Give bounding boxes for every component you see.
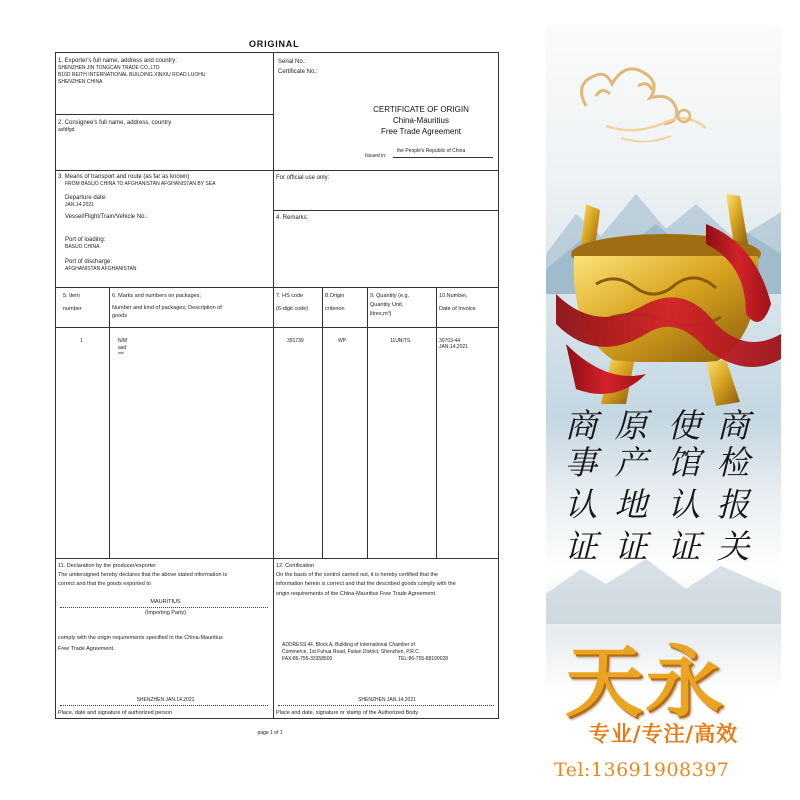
calligraphy-col-1-2: 事 — [564, 443, 598, 482]
col-item-header-1: 5. Item — [63, 293, 80, 299]
calligraphy-col-2-4: 证 — [614, 527, 648, 566]
promo-banner — [546, 24, 781, 784]
calligraphy-col-3-3: 认 — [667, 485, 701, 524]
col-marks-header-2: Number and kind of packages; Description of — [112, 305, 222, 311]
box2-label: 2. Consignee's full name, address, country — [58, 120, 172, 126]
box11-text-4: Free Trade Agreement. — [58, 646, 115, 652]
calligraphy-col-3-1: 使 — [667, 406, 701, 445]
box12-footer: Place and date, signature or stamp of the Authorized Body — [276, 710, 419, 716]
calligraphy-col-4-1: 商 — [716, 406, 750, 445]
golden-cauldron-image — [556, 184, 781, 424]
frame-left — [55, 52, 56, 719]
lower-mountains-image — [546, 544, 781, 624]
line-box11-top — [55, 558, 499, 559]
col-qty-header-2: Quantity Unit, — [370, 302, 404, 308]
box11-text-3: comply with the origin requirements specified in the China-Mauritius — [58, 635, 223, 641]
page-number: page 1 of 1 — [257, 730, 283, 736]
remarks-label: 4. Remarks: — [276, 215, 309, 221]
col-origin-header-1: 8.Origin — [325, 293, 345, 299]
line-box1-bottom — [55, 114, 273, 115]
issued-in-label: Issued in: — [365, 153, 387, 159]
frame-bottom — [55, 718, 499, 719]
line-columns-bottom — [55, 327, 499, 328]
certificate-title-2: China-Mauritius — [392, 116, 450, 125]
col-divider-4 — [367, 287, 368, 558]
calligraphy-col-4-4: 关 — [716, 527, 750, 566]
calligraphy-col-4-3: 报 — [716, 485, 750, 524]
box11-text-2: correct and that the goods exported to — [58, 581, 151, 587]
box12-tel: TEL:86-755-88100028 — [398, 656, 449, 662]
serial-no-label: Serial No.: — [278, 59, 307, 65]
exporter-line-2: B16D REITH INTERNATIONAL BUILDING XINXIU ROAD LUOHU — [58, 72, 206, 78]
line-box3-top — [55, 170, 499, 171]
box12-address-1: ADDRESS:4F, Block A, Building of International Chamber of — [282, 642, 415, 648]
box12-fax: FAX:86-755-33358500 — [282, 656, 333, 662]
col-invoice-header-2: Date of Invoice — [439, 306, 476, 312]
box12-text-3: origin requirements of the China-Mauritius Free Trade Agreement. — [276, 591, 437, 597]
port-loading-label: Port of loading: — [65, 237, 106, 243]
col-item-header-2: number — [63, 306, 82, 312]
row-marks-3: *** — [118, 352, 124, 358]
box12-text-1: On the basis of the control carried out, it is hereby certified that the — [276, 572, 439, 578]
slogan-text: 专业/专注/高效 — [588, 722, 739, 746]
col-hs-header-2: (6-digit code) — [276, 306, 309, 312]
line-remarks-top — [273, 210, 499, 211]
certificate-title-3: Free Trade Agreement — [380, 127, 462, 136]
certificate-title-1: CERTIFICATE OF ORIGIN — [373, 105, 469, 114]
col-hs-header-1: 7. HS code — [276, 293, 304, 299]
consignee-value: asfdfgd — [58, 127, 75, 133]
row-invoice-no: 30703-44 — [439, 338, 461, 344]
auspicious-cloud-icon — [566, 46, 716, 156]
row-invoice-date: JAN.14,2021 — [439, 344, 468, 350]
col-divider-1 — [109, 287, 110, 558]
box3-label: 3. Means of transport and route (as far as known) — [58, 174, 190, 180]
line-center-upper — [273, 52, 274, 288]
box11-label: 11. Declaration by the producer/exporter — [58, 563, 157, 569]
calligraphy-col-2-2: 产 — [614, 443, 648, 482]
box11-importing: (Importing Party) — [145, 610, 186, 616]
row-origin: WP — [338, 338, 347, 344]
row-item: 1 — [80, 338, 83, 344]
certificate-no-label: Certificate No.: — [278, 69, 318, 75]
col-marks-header-1: 6. Marks and numbers on packages; — [112, 293, 201, 299]
col-qty-header-3: litres,m³) — [370, 311, 392, 317]
calligraphy-col-2-1: 原 — [614, 406, 648, 445]
col-divider-3 — [322, 287, 323, 558]
calligraphy-col-1-1: 商 — [564, 406, 598, 445]
box11-place-date: SHENZHEN JAN.14.2021 — [136, 697, 195, 703]
frame-top — [55, 52, 499, 53]
box11-signature-line — [60, 705, 268, 706]
port-discharge-value: AFGHANISTAN AFGHANISTAN — [65, 266, 137, 272]
exporter-line-1: SHENZHEN JIN TONGCAN TRADE CO.,LTD — [58, 65, 160, 71]
frame-right — [498, 52, 499, 719]
col-divider-2 — [273, 287, 274, 719]
box12-place-date: SHENZHEN JAN.14.2021 — [358, 697, 416, 703]
issued-in-value: the People's Republic of China — [397, 148, 466, 154]
col-origin-header-2: criterion — [325, 306, 345, 312]
row-marks-2: asd — [118, 345, 127, 351]
box12-label: 12. Certification — [276, 563, 315, 569]
box12-signature-line — [278, 705, 494, 706]
row-hs: 391739 — [287, 338, 304, 344]
row-quantity: 11UNITS — [390, 338, 411, 344]
box11-text-1: The undersigned hereby declares that the above stated information is — [58, 572, 228, 578]
calligraphy-col-4-2: 检 — [716, 443, 750, 482]
vessel-label: Vessel/Flight/Train/Vehicle No.: — [65, 214, 148, 220]
box12-address-2: Commerce, 1st Fuhua Road, Futian District, Shenzhen, P.R.C. — [282, 649, 421, 655]
box11-dotted-line — [60, 607, 268, 608]
line-columns-top — [55, 287, 499, 288]
telephone-text: Tel:13691908397 — [554, 759, 730, 781]
official-use-label: For official use only: — [276, 175, 330, 181]
box12-text-2: information herein is correct and that the described goods comply with the — [276, 581, 456, 587]
calligraphy-col-3-4: 证 — [667, 527, 701, 566]
calligraphy-col-1-4: 证 — [564, 527, 598, 566]
col-marks-header-3: goods — [112, 313, 127, 319]
calligraphy-col-2-3: 地 — [614, 485, 648, 524]
route-value: FROM BASUO CHINA TO AFGHANISTAN AFGHANISTAN BY SEA — [65, 181, 216, 187]
port-loading-value: BASUO CHINA — [65, 244, 100, 250]
box11-country: MAURITIUS — [150, 599, 181, 605]
calligraphy-col-1-3: 认 — [564, 485, 598, 524]
issued-in-underline — [393, 157, 493, 158]
calligraphy-col-3-2: 馆 — [667, 443, 701, 482]
box11-footer: Place, date and signature of authorized person — [58, 710, 173, 716]
col-qty-header-1: 9. Quantity (e.g. — [370, 293, 410, 299]
departure-label: Departure date: — [65, 195, 107, 201]
exporter-line-3: SHENZHEN CHINA — [58, 79, 103, 85]
departure-value: JAN.14.2021 — [65, 202, 94, 208]
port-discharge-label: Port of discharge: — [65, 259, 113, 265]
row-marks-1: N/M — [118, 338, 128, 344]
original-header: ORIGINAL — [249, 39, 300, 49]
col-divider-5 — [436, 287, 437, 558]
box1-label: 1. Exporter's full name, address and country: — [58, 58, 177, 64]
col-invoice-header-1: 10.Number, — [439, 293, 468, 299]
brand-logo-text: 天永 — [565, 638, 726, 728]
